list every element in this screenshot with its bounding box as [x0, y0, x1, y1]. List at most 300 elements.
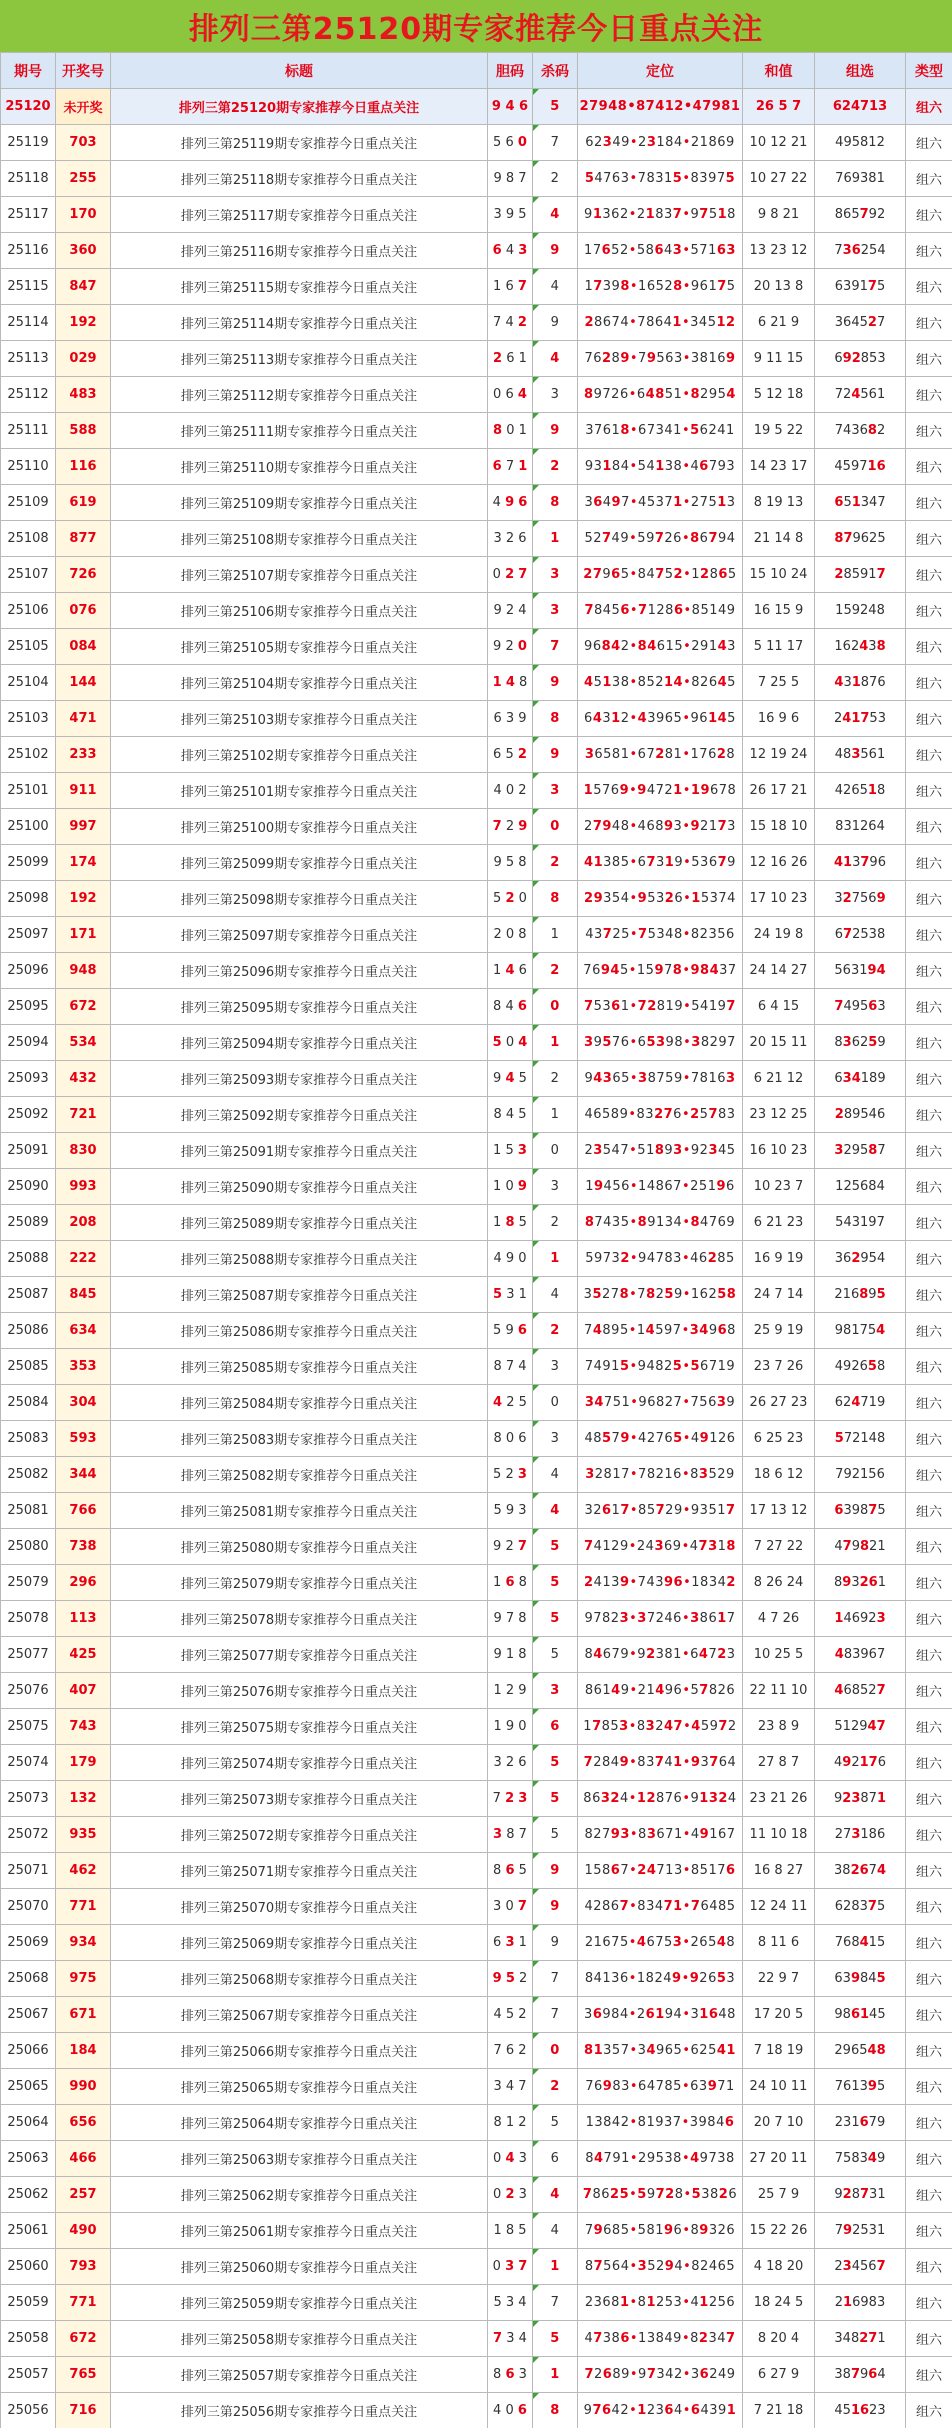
type-cell: 组六	[906, 665, 952, 701]
draw-number-cell: 171	[56, 917, 111, 953]
kill-code-cell: 3	[533, 557, 578, 593]
issue-cell: 25086	[1, 1313, 56, 1349]
title-cell[interactable]: 排列三第25078期专家推荐今日重点关注	[111, 1601, 488, 1637]
title-cell[interactable]: 排列三第25085期专家推荐今日重点关注	[111, 1349, 488, 1385]
type-cell: 组六	[906, 629, 952, 665]
issue-cell: 25074	[1, 1745, 56, 1781]
title-cell[interactable]: 排列三第25103期专家推荐今日重点关注	[111, 701, 488, 737]
position-cell: 89726•64851•82954	[578, 377, 743, 413]
kill-code-cell: 0	[533, 809, 578, 845]
type-cell: 组六	[906, 1385, 952, 1421]
table-row	[1, 1637, 952, 1673]
draw-number-cell: 466	[56, 2141, 111, 2177]
sum-cell: 19 5 22	[743, 413, 815, 449]
title-cell[interactable]: 排列三第25083期专家推荐今日重点关注	[111, 1421, 488, 1457]
title-cell[interactable]: 排列三第25073期专家推荐今日重点关注	[111, 1781, 488, 1817]
group-cell: 563194	[815, 953, 906, 989]
title-cell[interactable]: 排列三第25093期专家推荐今日重点关注	[111, 1061, 488, 1097]
sum-cell: 24 19 8	[743, 917, 815, 953]
sum-cell: 12 24 11	[743, 1889, 815, 1925]
bold-code-cell: 0 4 3	[488, 2141, 533, 2177]
issue-cell: 25078	[1, 1601, 56, 1637]
table-row	[1, 1817, 952, 1853]
table-row	[1, 2393, 952, 2428]
kill-code-cell: 4	[533, 269, 578, 305]
position-cell: 27948•87412•47981	[578, 89, 743, 125]
table-row	[1, 701, 952, 737]
table-row	[1, 1061, 952, 1097]
type-cell: 组六	[906, 2177, 952, 2213]
title-cell[interactable]: 排列三第25114期专家推荐今日重点关注	[111, 305, 488, 341]
draw-number-cell: 534	[56, 1025, 111, 1061]
sum-cell: 20 15 11	[743, 1025, 815, 1061]
draw-number-cell: 911	[56, 773, 111, 809]
table-row	[1, 1349, 952, 1385]
group-cell: 382674	[815, 1853, 906, 1889]
issue-cell: 25116	[1, 233, 56, 269]
draw-number-cell: 255	[56, 161, 111, 197]
draw-number-cell: 935	[56, 1817, 111, 1853]
title-cell[interactable]: 排列三第25097期专家推荐今日重点关注	[111, 917, 488, 953]
title-cell[interactable]: 排列三第25110期专家推荐今日重点关注	[111, 449, 488, 485]
kill-code-cell: 3	[533, 1169, 578, 1205]
issue-cell: 25119	[1, 125, 56, 161]
sum-cell: 18 24 5	[743, 2285, 815, 2321]
type-cell: 组六	[906, 773, 952, 809]
issue-cell: 25102	[1, 737, 56, 773]
issue-cell: 25079	[1, 1565, 56, 1601]
title-cell[interactable]: 排列三第25107期专家推荐今日重点关注	[111, 557, 488, 593]
title-cell[interactable]: 排列三第25071期专家推荐今日重点关注	[111, 1853, 488, 1889]
bold-code-cell: 5 3 4	[488, 2285, 533, 2321]
sum-cell: 10 27 22	[743, 161, 815, 197]
title-cell[interactable]: 排列三第25061期专家推荐今日重点关注	[111, 2213, 488, 2249]
position-cell: 36581•67281•17628	[578, 737, 743, 773]
title-cell[interactable]: 排列三第25119期专家推荐今日重点关注	[111, 125, 488, 161]
position-cell: 86324•12876•91324	[578, 1781, 743, 1817]
group-cell: 624719	[815, 1385, 906, 1421]
kill-code-cell: 5	[533, 1745, 578, 1781]
kill-code-cell: 2	[533, 1205, 578, 1241]
issue-cell: 25103	[1, 701, 56, 737]
title-cell[interactable]: 排列三第25057期专家推荐今日重点关注	[111, 2357, 488, 2393]
sum-cell: 7 27 22	[743, 1529, 815, 1565]
kill-code-cell: 4	[533, 1457, 578, 1493]
kill-code-cell: 7	[533, 2285, 578, 2321]
position-cell: 52749•59726•86794	[578, 521, 743, 557]
table-row	[1, 593, 952, 629]
type-cell: 组六	[906, 1241, 952, 1277]
draw-number-cell: 975	[56, 1961, 111, 1997]
type-cell: 组六	[906, 1457, 952, 1493]
group-cell: 879625	[815, 521, 906, 557]
title-cell[interactable]: 排列三第25075期专家推荐今日重点关注	[111, 1709, 488, 1745]
bold-code-cell: 0 3 7	[488, 2249, 533, 2285]
group-cell: 768415	[815, 1925, 906, 1961]
type-cell: 组六	[906, 1745, 952, 1781]
position-cell: 81357•34965•62541	[578, 2033, 743, 2069]
issue-cell: 25058	[1, 2321, 56, 2357]
title-cell[interactable]: 排列三第25089期专家推荐今日重点关注	[111, 1205, 488, 1241]
issue-cell: 25060	[1, 2249, 56, 2285]
type-cell: 组六	[906, 341, 952, 377]
bold-code-cell: 1 6 8	[488, 1565, 533, 1601]
issue-cell: 25109	[1, 485, 56, 521]
title-cell[interactable]: 排列三第25076期专家推荐今日重点关注	[111, 1673, 488, 1709]
issue-cell: 25063	[1, 2141, 56, 2177]
issue-cell: 25069	[1, 1925, 56, 1961]
bold-code-cell: 4 0 2	[488, 773, 533, 809]
title-cell[interactable]: 排列三第25099期专家推荐今日重点关注	[111, 845, 488, 881]
kill-code-cell: 1	[533, 1097, 578, 1133]
bold-code-cell: 6 3 9	[488, 701, 533, 737]
title-cell[interactable]: 排列三第25115期专家推荐今日重点关注	[111, 269, 488, 305]
bold-code-cell: 5 6 0	[488, 125, 533, 161]
type-cell: 组六	[906, 413, 952, 449]
title-cell[interactable]: 排列三第25064期专家推荐今日重点关注	[111, 2105, 488, 2141]
issue-cell: 25077	[1, 1637, 56, 1673]
issue-cell: 25057	[1, 2357, 56, 2393]
draw-number-cell: 144	[56, 665, 111, 701]
title-cell[interactable]: 排列三第25095期专家推荐今日重点关注	[111, 989, 488, 1025]
title-cell[interactable]: 排列三第25090期专家推荐今日重点关注	[111, 1169, 488, 1205]
type-cell: 组六	[906, 1025, 952, 1061]
title-cell[interactable]: 排列三第25067期专家推荐今日重点关注	[111, 1997, 488, 2033]
draw-number-cell: 877	[56, 521, 111, 557]
position-cell: 84679•92381•64723	[578, 1637, 743, 1673]
issue-cell: 25097	[1, 917, 56, 953]
kill-code-cell: 1	[533, 1025, 578, 1061]
draw-number-cell: 934	[56, 1925, 111, 1961]
title-cell[interactable]: 排列三第25069期专家推荐今日重点关注	[111, 1925, 488, 1961]
type-cell: 组六	[906, 1997, 952, 2033]
sum-cell: 24 7 14	[743, 1277, 815, 1313]
table-row	[1, 1025, 952, 1061]
group-cell: 241753	[815, 701, 906, 737]
table-row	[1, 1601, 952, 1637]
bold-code-cell: 0 2 3	[488, 2177, 533, 2213]
bold-code-cell: 1 4 8	[488, 665, 533, 701]
group-cell: 923871	[815, 1781, 906, 1817]
draw-number-cell: 462	[56, 1853, 111, 1889]
kill-code-cell: 9	[533, 305, 578, 341]
type-cell: 组六	[906, 269, 952, 305]
title-cell[interactable]: 排列三第25101期专家推荐今日重点关注	[111, 773, 488, 809]
type-cell: 组六	[906, 1853, 952, 1889]
issue-cell: 25075	[1, 1709, 56, 1745]
table-row	[1, 665, 952, 701]
issue-cell: 25115	[1, 269, 56, 305]
bold-code-cell: 5 9 6	[488, 1313, 533, 1349]
group-cell: 431876	[815, 665, 906, 701]
title-cell[interactable]: 排列三第25109期专家推荐今日重点关注	[111, 485, 488, 521]
kill-code-cell: 2	[533, 1061, 578, 1097]
kill-code-cell: 9	[533, 1925, 578, 1961]
title-cell[interactable]: 排列三第25112期专家推荐今日重点关注	[111, 377, 488, 413]
draw-number-cell: 029	[56, 341, 111, 377]
kill-code-cell: 1	[533, 1241, 578, 1277]
kill-code-cell: 7	[533, 125, 578, 161]
position-cell: 28674•78641•34512	[578, 305, 743, 341]
bold-code-cell: 0 2 7	[488, 557, 533, 593]
title-cell[interactable]: 排列三第25117期专家推荐今日重点关注	[111, 197, 488, 233]
kill-code-cell: 4	[533, 2177, 578, 2213]
draw-number-cell: 619	[56, 485, 111, 521]
group-cell: 492176	[815, 1745, 906, 1781]
issue-cell: 25083	[1, 1421, 56, 1457]
title-cell[interactable]: 排列三第25118期专家推荐今日重点关注	[111, 161, 488, 197]
title-cell[interactable]: 排列三第25072期专家推荐今日重点关注	[111, 1817, 488, 1853]
title-cell[interactable]: 排列三第25088期专家推荐今日重点关注	[111, 1241, 488, 1277]
bold-code-cell: 9 4 6	[488, 89, 533, 125]
title-cell[interactable]: 排列三第25106期专家推荐今日重点关注	[111, 593, 488, 629]
header-issue: 期号	[1, 53, 56, 89]
position-cell: 23681•81253•41256	[578, 2285, 743, 2321]
table-row	[1, 2069, 952, 2105]
type-cell: 组六	[906, 449, 952, 485]
bold-code-cell: 9 5 2	[488, 1961, 533, 1997]
type-cell: 组六	[906, 2321, 952, 2357]
bold-code-cell: 1 4 6	[488, 953, 533, 989]
position-cell: 46589•83276•25783	[578, 1097, 743, 1133]
type-cell: 组六	[906, 1889, 952, 1925]
type-cell: 组六	[906, 1781, 952, 1817]
table-row	[1, 2285, 952, 2321]
sum-cell: 17 20 5	[743, 1997, 815, 2033]
group-cell: 125684	[815, 1169, 906, 1205]
sum-cell: 11 10 18	[743, 1817, 815, 1853]
sum-cell: 4 18 20	[743, 2249, 815, 2285]
title-cell[interactable]: 排列三第25059期专家推荐今日重点关注	[111, 2285, 488, 2321]
title-cell[interactable]: 排列三第25111期专家推荐今日重点关注	[111, 413, 488, 449]
draw-number-cell: 116	[56, 449, 111, 485]
sum-cell: 13 23 12	[743, 233, 815, 269]
draw-number-cell: 765	[56, 2357, 111, 2393]
draw-number-cell: 830	[56, 1133, 111, 1169]
group-cell: 451623	[815, 2393, 906, 2428]
title-cell[interactable]: 排列三第25084期专家推荐今日重点关注	[111, 1385, 488, 1421]
title-cell[interactable]: 排列三第25080期专家推荐今日重点关注	[111, 1529, 488, 1565]
type-cell: 组六	[906, 1169, 952, 1205]
sum-cell: 17 10 23	[743, 881, 815, 917]
type-cell: 组六	[906, 1061, 952, 1097]
issue-cell: 25099	[1, 845, 56, 881]
title-cell[interactable]: 排列三第25104期专家推荐今日重点关注	[111, 665, 488, 701]
issue-cell: 25111	[1, 413, 56, 449]
title-cell[interactable]: 排列三第25065期专家推荐今日重点关注	[111, 2069, 488, 2105]
title-cell[interactable]: 排列三第25091期专家推荐今日重点关注	[111, 1133, 488, 1169]
title-cell[interactable]: 排列三第25058期专家推荐今日重点关注	[111, 2321, 488, 2357]
bold-code-cell: 8 4 5	[488, 1097, 533, 1133]
title-cell[interactable]: 排列三第25063期专家推荐今日重点关注	[111, 2141, 488, 2177]
title-cell[interactable]: 排列三第25086期专家推荐今日重点关注	[111, 1313, 488, 1349]
table-row	[1, 989, 952, 1025]
draw-number-cell: 845	[56, 1277, 111, 1313]
sum-cell: 22 9 7	[743, 1961, 815, 1997]
table-row	[1, 125, 952, 161]
group-cell: 362954	[815, 1241, 906, 1277]
type-cell: 组六	[906, 1529, 952, 1565]
table-row	[1, 233, 952, 269]
title-cell[interactable]: 排列三第25081期专家推荐今日重点关注	[111, 1493, 488, 1529]
title-cell[interactable]: 排列三第25082期专家推荐今日重点关注	[111, 1457, 488, 1493]
bold-code-cell: 5 0 4	[488, 1025, 533, 1061]
position-cell: 74129•24369•47318	[578, 1529, 743, 1565]
group-cell: 543197	[815, 1205, 906, 1241]
draw-number-cell: 471	[56, 701, 111, 737]
type-cell: 组六	[906, 2285, 952, 2321]
kill-code-cell: 5	[533, 2321, 578, 2357]
bold-code-cell: 1 8 5	[488, 1205, 533, 1241]
kill-code-cell: 9	[533, 665, 578, 701]
table-row	[1, 1421, 952, 1457]
bold-code-cell: 3 4 7	[488, 2069, 533, 2105]
title-cell[interactable]: 排列三第25079期专家推荐今日重点关注	[111, 1565, 488, 1601]
bold-code-cell: 8 0 1	[488, 413, 533, 449]
sum-cell: 6 21 9	[743, 305, 815, 341]
group-cell: 986145	[815, 1997, 906, 2033]
title-cell[interactable]: 排列三第25070期专家推荐今日重点关注	[111, 1889, 488, 1925]
type-cell: 组六	[906, 1709, 952, 1745]
bold-code-cell: 3 2 6	[488, 1745, 533, 1781]
title-cell[interactable]: 排列三第25116期专家推荐今日重点关注	[111, 233, 488, 269]
title-cell[interactable]: 排列三第25074期专家推荐今日重点关注	[111, 1745, 488, 1781]
title-cell[interactable]: 排列三第25113期专家推荐今日重点关注	[111, 341, 488, 377]
draw-number-cell: 233	[56, 737, 111, 773]
type-cell: 组六	[906, 2393, 952, 2428]
kill-code-cell: 8	[533, 701, 578, 737]
title-cell[interactable]: 排列三第25060期专家推荐今日重点关注	[111, 2249, 488, 2285]
sum-cell: 24 10 11	[743, 2069, 815, 2105]
sum-cell: 23 7 26	[743, 1349, 815, 1385]
sum-cell: 16 8 27	[743, 1853, 815, 1889]
table-row	[1, 953, 952, 989]
table-row	[1, 1781, 952, 1817]
title-cell[interactable]: 排列三第25092期专家推荐今日重点关注	[111, 1097, 488, 1133]
issue-cell: 25056	[1, 2393, 56, 2428]
title-cell[interactable]: 排列三第25102期专家推荐今日重点关注	[111, 737, 488, 773]
group-cell: 285917	[815, 557, 906, 593]
table-row	[1, 1997, 952, 2033]
position-cell: 91362•21837•97518	[578, 197, 743, 233]
bold-code-cell: 5 3 1	[488, 1277, 533, 1313]
bold-code-cell: 7 3 4	[488, 2321, 533, 2357]
table-row	[1, 845, 952, 881]
group-cell: 146923	[815, 1601, 906, 1637]
position-cell: 97823•37246•38617	[578, 1601, 743, 1637]
position-cell: 43725•75348•82356	[578, 917, 743, 953]
bold-code-cell: 3 2 6	[488, 521, 533, 557]
position-cell: 41385•67319•53679	[578, 845, 743, 881]
bold-code-cell: 9 1 8	[488, 1637, 533, 1673]
table-row	[1, 161, 952, 197]
position-cell: 79685•58196•89326	[578, 2213, 743, 2249]
sum-cell: 6 27 9	[743, 2357, 815, 2393]
group-cell: 651347	[815, 485, 906, 521]
kill-code-cell: 6	[533, 1709, 578, 1745]
sum-cell: 10 25 5	[743, 1637, 815, 1673]
table-row	[1, 773, 952, 809]
group-cell: 634189	[815, 1061, 906, 1097]
position-cell: 87435•89134•84769	[578, 1205, 743, 1241]
table-row	[1, 1925, 952, 1961]
position-cell: 17853•83247•45972	[578, 1709, 743, 1745]
group-cell: 273186	[815, 1817, 906, 1853]
draw-number-cell: 353	[56, 1349, 111, 1385]
header-sum: 和值	[743, 53, 815, 89]
kill-code-cell: 4	[533, 1493, 578, 1529]
title-cell[interactable]: 排列三第25120期专家推荐今日重点关注	[111, 89, 488, 125]
table-body	[1, 89, 952, 2428]
kill-code-cell: 1	[533, 521, 578, 557]
kill-code-cell: 4	[533, 1277, 578, 1313]
title-cell[interactable]: 排列三第25100期专家推荐今日重点关注	[111, 809, 488, 845]
group-cell: 327569	[815, 881, 906, 917]
type-cell: 组六	[906, 953, 952, 989]
type-cell: 组六	[906, 917, 952, 953]
kill-code-cell: 5	[533, 89, 578, 125]
table-row	[1, 809, 952, 845]
table-row	[1, 305, 952, 341]
title-cell[interactable]: 排列三第25094期专家推荐今日重点关注	[111, 1025, 488, 1061]
type-cell: 组六	[906, 521, 952, 557]
type-cell: 组六	[906, 1673, 952, 1709]
table-row	[1, 1097, 952, 1133]
sum-cell: 6 21 12	[743, 1061, 815, 1097]
title-cell[interactable]: 排列三第25056期专家推荐今日重点关注	[111, 2393, 488, 2428]
title-cell[interactable]: 排列三第25068期专家推荐今日重点关注	[111, 1961, 488, 1997]
type-cell: 组六	[906, 593, 952, 629]
title-cell[interactable]: 排列三第25077期专家推荐今日重点关注	[111, 1637, 488, 1673]
sum-cell: 15 18 10	[743, 809, 815, 845]
group-cell: 234567	[815, 2249, 906, 2285]
title-cell[interactable]: 排列三第25098期专家推荐今日重点关注	[111, 881, 488, 917]
issue-cell: 25091	[1, 1133, 56, 1169]
table-row	[1, 881, 952, 917]
bold-code-cell: 5 2 0	[488, 881, 533, 917]
type-cell: 组六	[906, 1313, 952, 1349]
kill-code-cell: 3	[533, 1349, 578, 1385]
group-cell: 758349	[815, 2141, 906, 2177]
title-cell[interactable]: 排列三第25096期专家推荐今日重点关注	[111, 953, 488, 989]
sum-cell: 16 15 9	[743, 593, 815, 629]
sum-cell: 25 9 19	[743, 1313, 815, 1349]
kill-code-cell: 8	[533, 2393, 578, 2428]
group-cell: 426518	[815, 773, 906, 809]
issue-cell: 25066	[1, 2033, 56, 2069]
sum-cell: 26 27 23	[743, 1385, 815, 1421]
title-cell[interactable]: 排列三第25108期专家推荐今日重点关注	[111, 521, 488, 557]
table-row	[1, 485, 952, 521]
bold-code-cell: 9 2 0	[488, 629, 533, 665]
position-cell: 17398•16528•96175	[578, 269, 743, 305]
kill-code-cell: 1	[533, 2357, 578, 2393]
type-cell: 组六	[906, 809, 952, 845]
title-cell[interactable]: 排列三第25105期专家推荐今日重点关注	[111, 629, 488, 665]
sum-cell: 4 7 26	[743, 1601, 815, 1637]
kill-code-cell: 9	[533, 413, 578, 449]
title-cell[interactable]: 排列三第25066期专家推荐今日重点关注	[111, 2033, 488, 2069]
position-cell: 32817•78216•83529	[578, 1457, 743, 1493]
position-cell: 34751•96827•75639	[578, 1385, 743, 1421]
table-row	[1, 197, 952, 233]
title-cell[interactable]: 排列三第25062期专家推荐今日重点关注	[111, 2177, 488, 2213]
title-cell[interactable]: 排列三第25087期专家推荐今日重点关注	[111, 1277, 488, 1313]
position-cell: 27965•84752•12865	[578, 557, 743, 593]
group-cell: 981754	[815, 1313, 906, 1349]
draw-number-cell: 170	[56, 197, 111, 233]
sum-cell: 6 25 23	[743, 1421, 815, 1457]
